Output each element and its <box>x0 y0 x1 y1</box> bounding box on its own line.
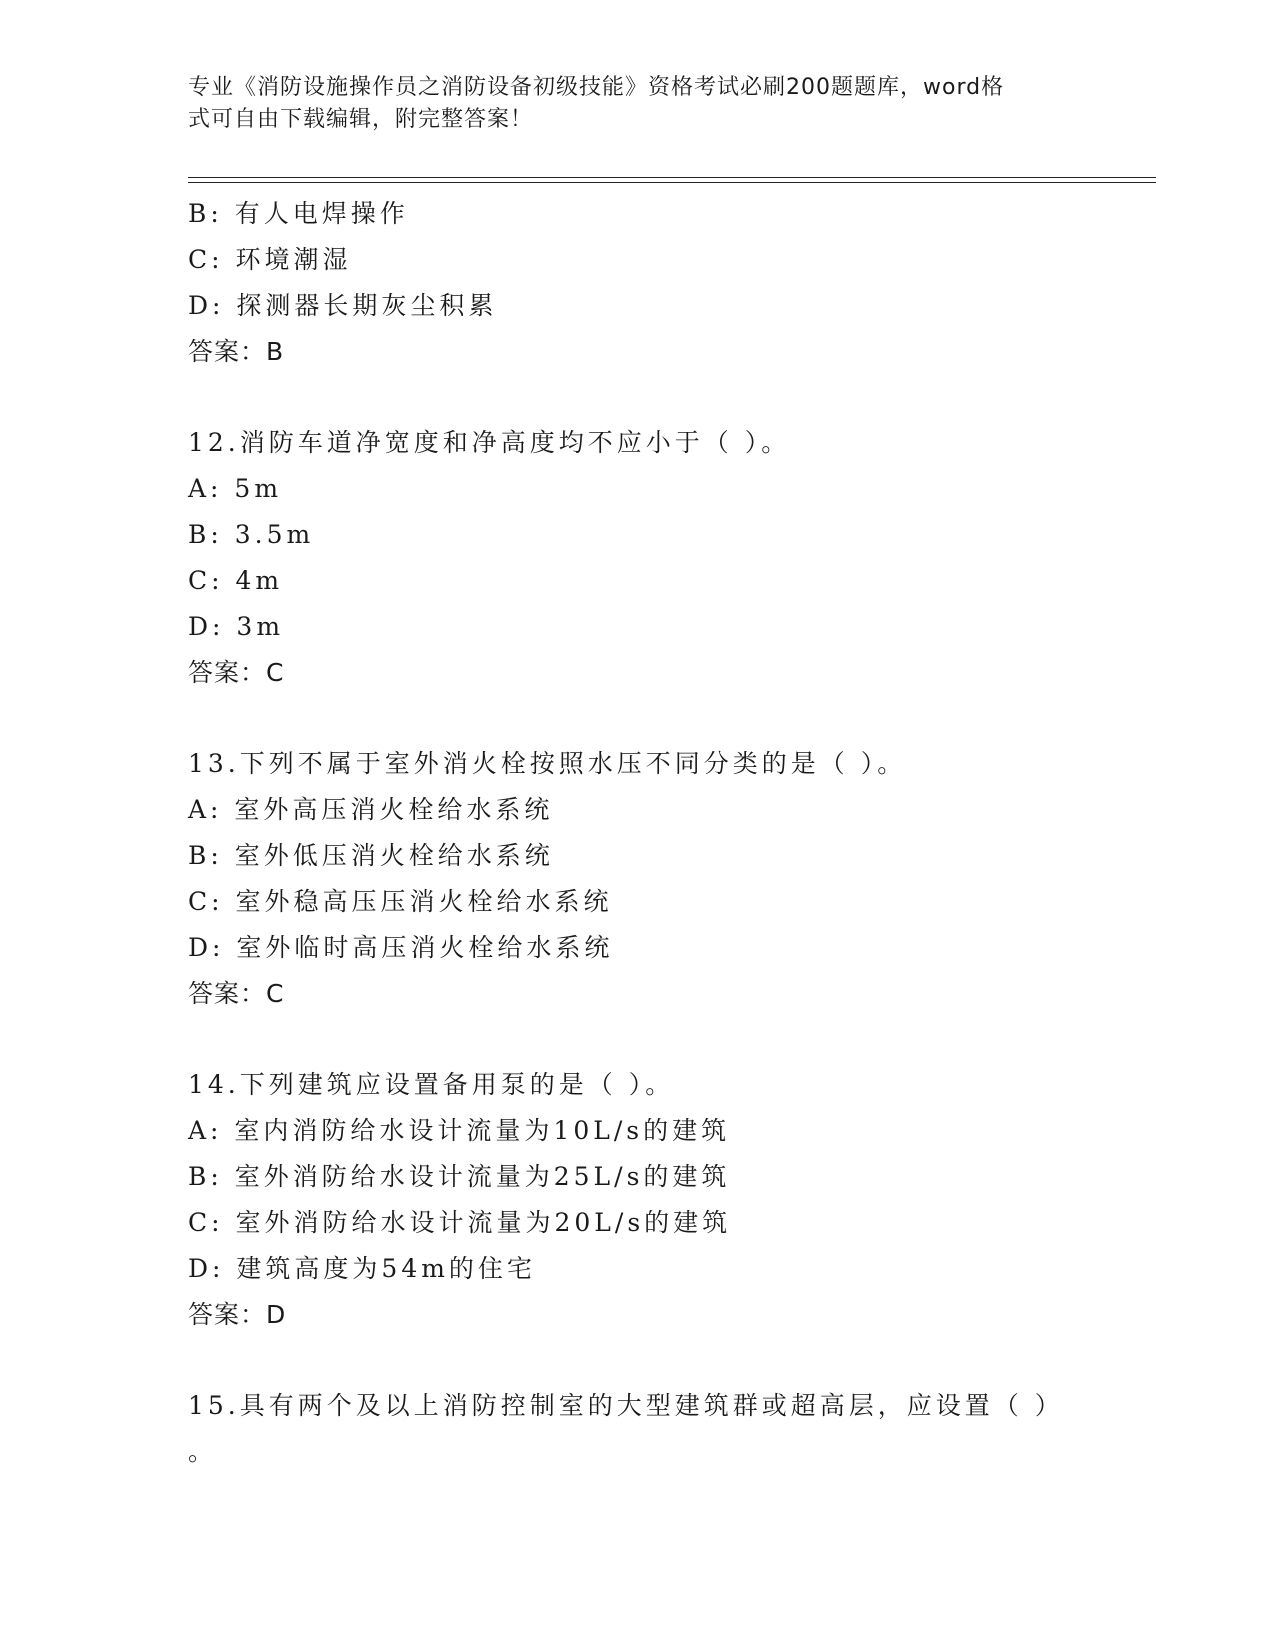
option-a: A: 室内消防给水设计流量为10L/s的建筑 <box>188 1116 731 1145</box>
question-stem: 14.下列建筑应设置备用泵的是（ ）。 <box>188 1070 675 1099</box>
option-c: C: 环境潮湿 <box>188 245 352 274</box>
option-b: B: 3.5m <box>188 520 315 549</box>
question-content <box>188 191 1156 1475</box>
question-15 <box>188 1383 1156 1475</box>
question-14 <box>188 1062 1156 1338</box>
option-d: D: 3m <box>188 612 285 641</box>
header-line-1: 专业《消防设施操作员之消防设备初级技能》资格考试必刷200题题库，word格 <box>188 75 1005 100</box>
option-d: D: 探测器长期灰尘积累 <box>188 291 498 320</box>
option-c: C: 室外消防给水设计流量为20L/s的建筑 <box>188 1208 732 1237</box>
answer: 答案：C <box>188 979 285 1008</box>
spacer <box>188 1338 1156 1383</box>
document-header <box>188 72 1068 136</box>
option-b: B: 室外消防给水设计流量为25L/s的建筑 <box>188 1162 731 1191</box>
spacer <box>188 375 1156 420</box>
option-d: D: 室外临时高压消火栓给水系统 <box>188 933 614 962</box>
spacer <box>188 696 1156 741</box>
option-d: D: 建筑高度为54m的住宅 <box>188 1254 536 1283</box>
question-11 <box>188 191 1156 375</box>
option-b: B: 室外低压消火栓给水系统 <box>188 841 554 870</box>
header-divider-top <box>188 177 1156 178</box>
answer: 答案：B <box>188 337 285 366</box>
option-c: C: 室外稳高压压消火栓给水系统 <box>188 887 613 916</box>
question-stem: 13.下列不属于室外消火栓按照水压不同分类的是（ ）。 <box>188 749 907 778</box>
question-stem: 12.消防车道净宽度和净高度均不应小于（ ）。 <box>188 428 791 457</box>
answer: 答案：C <box>188 658 285 687</box>
option-b: B: 有人电焊操作 <box>188 199 409 228</box>
question-stem: 15.具有两个及以上消防控制室的大型建筑群或超高层，应设置（ ） <box>188 1391 1064 1420</box>
option-c: C: 4m <box>188 566 284 595</box>
option-a: A: 5m <box>188 474 283 503</box>
header-line-2: 式可自由下载编辑，附完整答案！ <box>188 107 534 132</box>
header-divider-bottom <box>188 182 1156 183</box>
question-stem-tail: 。 <box>188 1437 214 1466</box>
answer: 答案：D <box>188 1300 287 1329</box>
spacer <box>188 1017 1156 1062</box>
option-a: A: 室外高压消火栓给水系统 <box>188 795 554 824</box>
question-13 <box>188 741 1156 1017</box>
question-12 <box>188 420 1156 696</box>
